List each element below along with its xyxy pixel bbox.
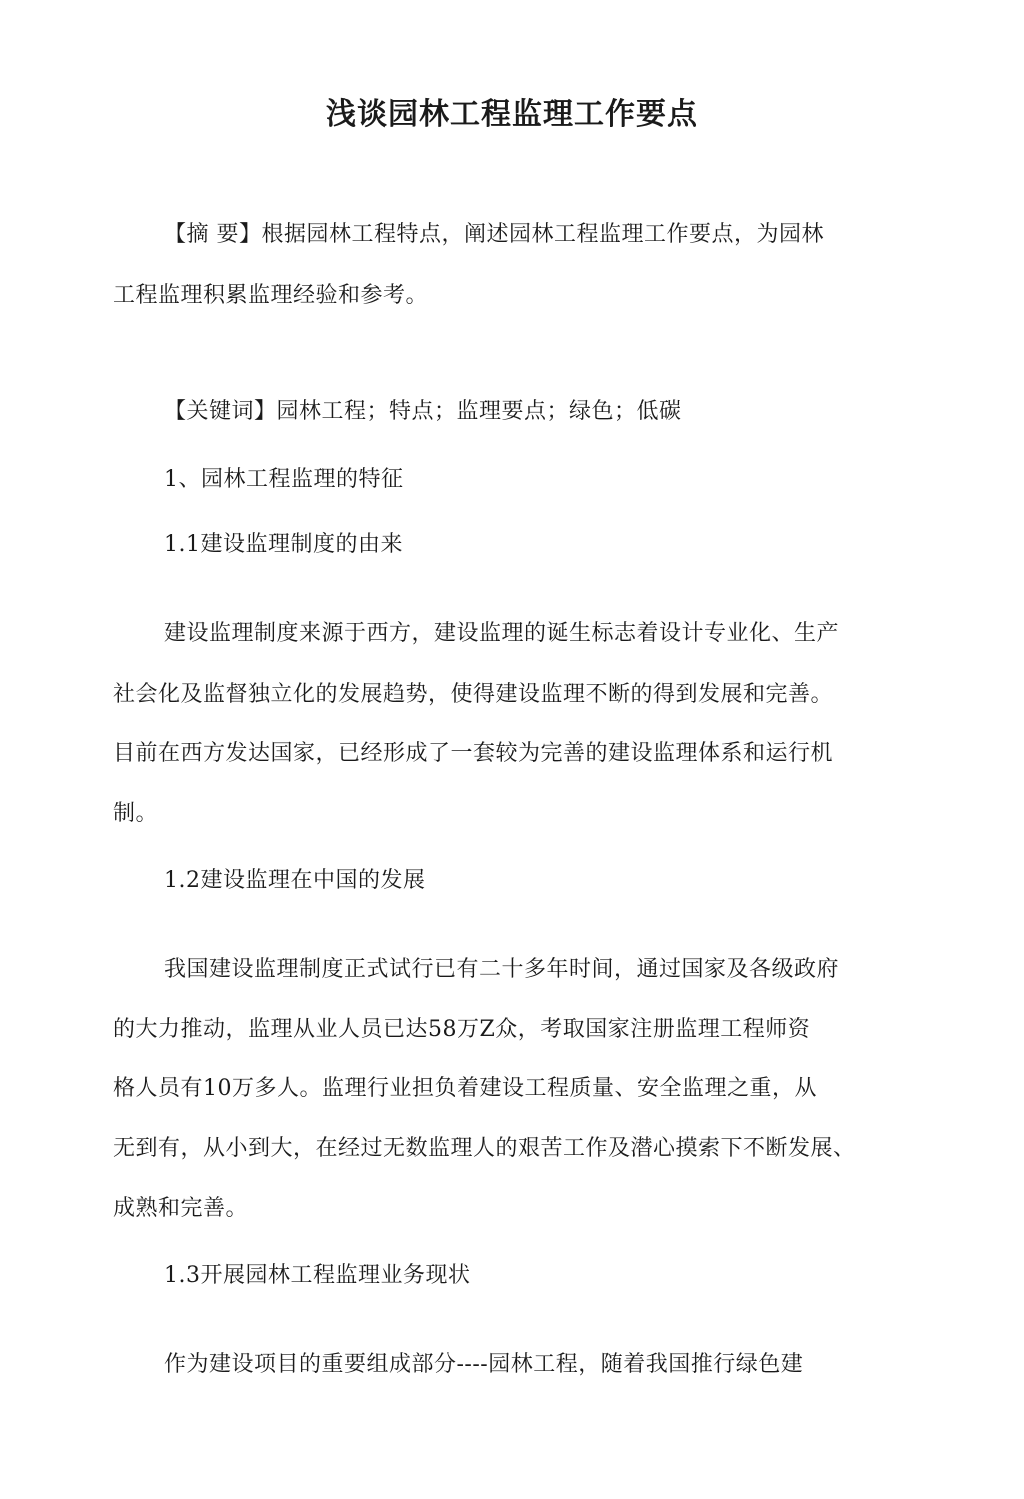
paragraph-line: 格人员有10万多人。监理行业担负着建设工程质量、安全监理之重，从 (113, 1076, 817, 1101)
abstract-line-2: 工程监理积累监理经验和参考。 (113, 283, 429, 308)
document-title: 浅谈园林工程监理工作要点 (326, 97, 698, 132)
paragraph-line: 建设监理制度来源于西方，建设监理的诞生标志着设计专业化、生产 (164, 621, 840, 646)
paragraph-line: 我国建设监理制度正式试行已有二十多年时间，通过国家及各级政府 (164, 957, 840, 982)
section-1-heading: 1、园林工程监理的特征 (164, 467, 404, 492)
paragraph-line: 的大力推动，监理从业人员已达58万Z众，考取国家注册监理工程师资 (113, 1017, 811, 1042)
paragraph-line: 制。 (113, 801, 159, 826)
section-1-2-heading: 1.2建设监理在中国的发展 (164, 868, 426, 893)
paragraph-line: 成熟和完善。 (113, 1196, 249, 1221)
paragraph-line: 无到有，从小到大，在经过无数监理人的艰苦工作及潜心摸索下不断发展、 (113, 1136, 856, 1161)
abstract-line-1: 【摘 要】根据园林工程特点，阐述园林工程监理工作要点，为园林 (164, 222, 824, 247)
section-1-3-heading: 1.3开展园林工程监理业务现状 (164, 1263, 471, 1288)
keywords: 【关键词】园林工程；特点；监理要点；绿色；低碳 (164, 399, 682, 424)
paragraph-line: 社会化及监督独立化的发展趋势，使得建设监理不断的得到发展和完善。 (113, 682, 834, 707)
paragraph-line: 作为建设项目的重要组成部分----园林工程，随着我国推行绿色建 (164, 1352, 804, 1377)
paragraph-line: 目前在西方发达国家，已经形成了一套较为完善的建设监理体系和运行机 (113, 741, 834, 766)
section-1-1-heading: 1.1建设监理制度的由来 (164, 532, 403, 557)
